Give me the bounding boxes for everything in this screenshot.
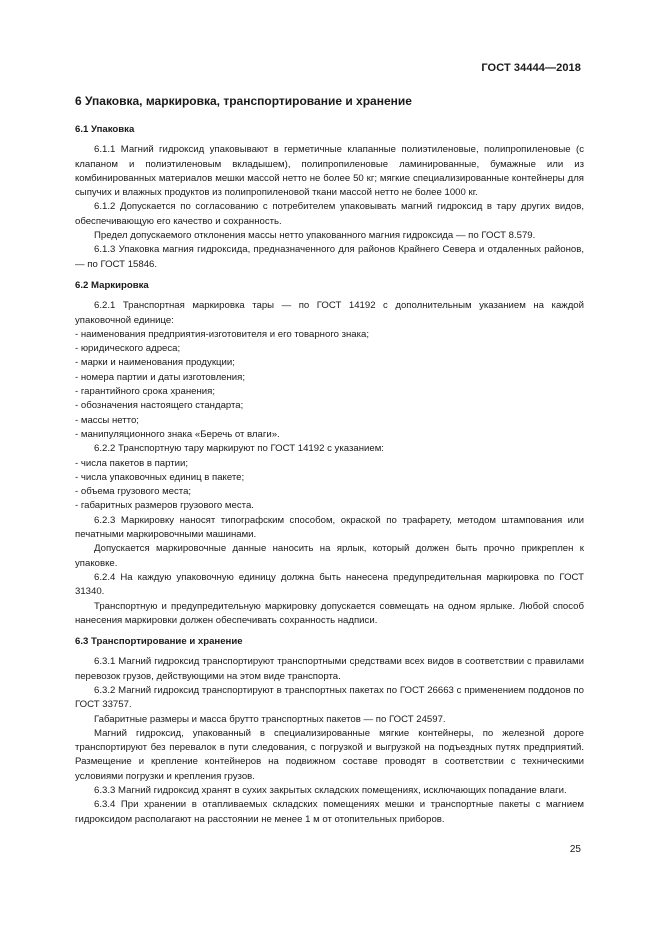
paragraph: 6.3.3 Магний гидроксид хранят в сухих закрытых складских помещениях, исключающих попадание влаги. — [94, 785, 567, 797]
paragraph: 6.1.1 Магний гидроксид упаковывают в герметичные клапанные полиэтиленовые, полипропиленовые (с клапаном и полиэтиленовым вкладышем), полипропиленовые ламинированные, бумажные или из комбинированных материалов мешки массой нетто не более 50 кг; мягкие специализированные контейнеры для сыпучих и влажных продуктов из полипропиленовой ткани массой нетто не более 1000 кг. — [75, 144, 584, 199]
paragraph: Магний гидроксид, упакованный в специализированные мягкие контейнеры, по железной дороге транспортируют без перевалок в пути следования, с погрузкой и выгрузкой на подъездных путях предприятий. Размещение и крепление контейнеров на подвижном составе проводят в соответствии с техническими условиями погрузки и крепления грузов. — [75, 727, 584, 782]
paragraph: 6.2.1 Транспортная маркировка тары — по ГОСТ 14192 с дополнительным указанием на каждой упаковочной единице: — [75, 300, 584, 326]
paragraph: 6.3.4 При хранении в отапливаемых складских помещениях мешки и транспортные пакеты с магнием гидроксидом располагают на расстоянии не менее 1 м от отопительных приборов. — [75, 799, 584, 825]
page-number: 25 — [569, 844, 581, 855]
list-item: - массы нетто; — [75, 414, 139, 426]
list-item: - габаритных размеров грузового места. — [75, 500, 254, 512]
list-item: - объема грузового места; — [75, 486, 192, 498]
paragraph: Допускается маркировочные данные наносить на ярлык, который должен быть прочно прикреплен к упаковке. — [75, 543, 584, 569]
paragraph: Габаритные размеры и масса брутто транспортных пакетов — по ГОСТ 24597. — [94, 713, 446, 725]
list-item: - числа пакетов в партии; — [75, 457, 189, 469]
paragraph: 6.2.2 Транспортную тару маркируют по ГОСТ 14192 с указанием: — [94, 443, 384, 455]
paragraph: 6.3.2 Магний гидроксид транспортируют в транспортных пакетах по ГОСТ 26663 с применением поддонов по ГОСТ 33757. — [75, 684, 584, 711]
list-item: - наименования предприятия-изготовителя и его товарного знака; — [75, 328, 370, 340]
paragraph: 6.3.1 Магний гидроксид транспортируют транспортными средствами всех видов в соответствии с правилами перевозок грузов, действующими на этом виде транспорта. — [75, 656, 584, 682]
list-item: - гарантийного срока хранения; — [75, 386, 215, 398]
paragraph: 6.2.4 На каждую упаковочную единицу должна быть нанесена предупредительная маркировка по ГОСТ 31340. — [75, 571, 584, 598]
list-item: - обозначения настоящего стандарта; — [75, 400, 244, 412]
list-item: - марки и наименования продукции; — [75, 357, 235, 369]
list-item: - номера партии и даты изготовления; — [75, 371, 246, 383]
list-item: - манипуляционного знака «Беречь от влаги». — [75, 428, 280, 440]
paragraph: Предел допускаемого отклонения массы нетто упакованного магния гидроксида — по ГОСТ 8.579. — [94, 230, 536, 242]
list-item: - числа упаковочных единиц в пакете; — [75, 471, 245, 483]
page-content — [75, 94, 584, 827]
paragraph: 6.1.3 Упаковка магния гидроксида, предназначенного для районов Крайнего Севера и отдаленных районов, — по ГОСТ 15846. — [75, 244, 584, 270]
list-item: - юридического адреса; — [75, 343, 181, 355]
subsection-title-transport-storage: 6.3 Транспортирование и хранение — [75, 636, 243, 648]
paragraph: Транспортную и предупредительную маркировку допускается совмещать на одном ярлыке. Любой способ нанесения маркировки должен обеспечивать сохранность надписи. — [75, 600, 584, 626]
paragraph: 6.2.3 Маркировку наносят типографским способом, окраской по трафарету, методом штампования или печатными маркировочными машинами. — [75, 514, 584, 541]
subsection-title-packaging: 6.1 Упаковка — [75, 124, 135, 135]
section-title: 6 Упаковка, маркировка, транспортирование и хранение — [75, 94, 412, 108]
paragraph: 6.1.2 Допускается по согласованию с потребителем упаковывать магний гидроксид в тару других видов, обеспечивающую его качество и сохранность. — [75, 201, 584, 227]
subsection-title-marking: 6.2 Маркировка — [75, 279, 149, 291]
document-id: ГОСТ 34444—2018 — [481, 62, 581, 74]
